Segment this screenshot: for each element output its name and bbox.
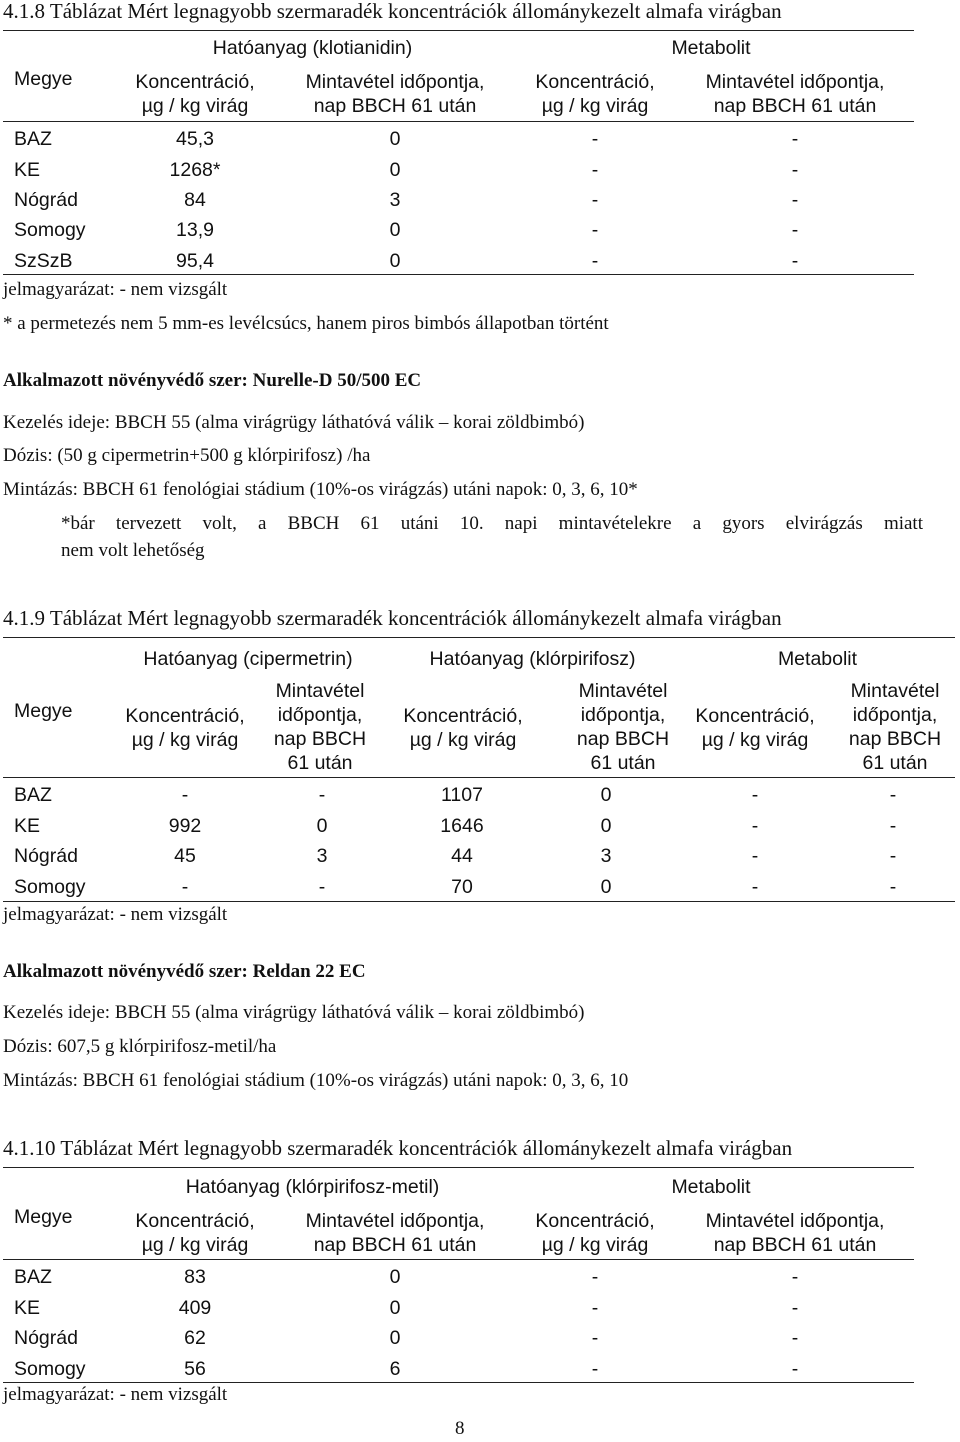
- row-klorpirifosz-konc: 1646: [440, 815, 484, 837]
- row-mint: 6: [389, 1358, 401, 1380]
- section3-dozis: Dózis: 607,5 g klórpirifosz-metil/ha: [3, 1036, 277, 1057]
- section2-note-line2: nem volt lehetőség: [61, 540, 205, 561]
- table2-header-konc-a: Koncentráció, µg / kg virág: [125, 705, 245, 751]
- row-mint: 0: [389, 250, 401, 272]
- row-metabolit-mint: -: [791, 219, 799, 241]
- row-megye: Nógrád: [14, 845, 78, 867]
- table2-header-mint-a: Mintavétel időpontja, nap BBCH 61 után: [273, 680, 367, 774]
- row-klorpirifosz-mint: 3: [600, 845, 612, 867]
- row-metabolit-konc: -: [591, 1358, 599, 1380]
- row-metabolit-mint: -: [791, 1358, 799, 1380]
- table1-group-active: Hatóanyag (klotianidin): [212, 37, 413, 59]
- page-number: 8: [455, 1418, 465, 1439]
- table3-legend: jelmagyarázat: - nem vizsgált: [3, 1384, 228, 1405]
- row-mint: 0: [389, 1327, 401, 1349]
- row-megye: Nógrád: [14, 189, 78, 211]
- row-konc: 45,3: [176, 128, 214, 150]
- row-metabolit-konc: -: [591, 1297, 599, 1319]
- row-metabolit-mint: -: [889, 784, 897, 806]
- row-metabolit-konc: -: [591, 1327, 599, 1349]
- table2-caption: 4.1.9 Táblázat Mért legnagyobb szermaradék koncentrációk állománykezelt almafa virágban: [3, 606, 782, 630]
- row-mint: 0: [389, 159, 401, 181]
- row-mint: 0: [389, 1297, 401, 1319]
- row-metabolit-mint: -: [791, 1297, 799, 1319]
- table2-header-mint-b: Mintavétel időpontja, nap BBCH 61 után: [576, 680, 670, 774]
- row-megye: BAZ: [14, 128, 52, 150]
- row-cipermetrin-mint: -: [318, 876, 326, 898]
- table3-bottom-rule: [3, 1382, 914, 1383]
- table2-header-megye: Megye: [14, 700, 73, 722]
- table1-header-mint: Mintavétel időpontja, nap BBCH 61 után: [305, 71, 485, 117]
- row-mint: 0: [389, 219, 401, 241]
- table1-header-konc: Koncentráció, µg / kg virág: [135, 71, 255, 117]
- row-cipermetrin-konc: -: [181, 784, 189, 806]
- table3-header-mint: Mintavétel időpontja, nap BBCH 61 után: [305, 1210, 485, 1256]
- table3-header-metabolit-konc: Koncentráció, µg / kg virág: [535, 1210, 655, 1256]
- row-metabolit-konc: -: [591, 219, 599, 241]
- row-cipermetrin-mint: 3: [316, 845, 328, 867]
- table3-header-metabolit-mint: Mintavétel időpontja, nap BBCH 61 után: [705, 1210, 885, 1256]
- section2-title: Alkalmazott növényvédő szer: Nurelle-D 50/500 EC: [3, 370, 422, 391]
- row-metabolit-konc: -: [591, 250, 599, 272]
- table1-caption: 4.1.8 Táblázat Mért legnagyobb szermaradék koncentrációk állománykezelt almafa virágban: [3, 0, 782, 23]
- row-mint: 3: [389, 189, 401, 211]
- row-konc: 409: [178, 1297, 212, 1319]
- table2-header-konc-b: Koncentráció, µg / kg virág: [403, 705, 523, 751]
- row-konc: 83: [184, 1266, 206, 1288]
- row-klorpirifosz-konc: 44: [451, 845, 473, 867]
- table3-group-metabolit: Metabolit: [671, 1176, 751, 1198]
- table2-header-mint-c: Mintavétel időpontja, nap BBCH 61 után: [848, 680, 942, 774]
- row-metabolit-mint: -: [889, 815, 897, 837]
- row-klorpirifosz-konc: 70: [451, 876, 473, 898]
- table3-caption: 4.1.10 Táblázat Mért legnagyobb szermaradék koncentrációk állománykezelt almafa virágban: [3, 1136, 793, 1160]
- table2-bottom-rule: [3, 901, 955, 902]
- row-megye: BAZ: [14, 1266, 52, 1288]
- row-metabolit-konc: -: [591, 189, 599, 211]
- row-cipermetrin-konc: -: [181, 876, 189, 898]
- row-metabolit-konc: -: [591, 128, 599, 150]
- row-megye: Somogy: [14, 1358, 86, 1380]
- section3-kezeles: Kezelés ideje: BBCH 55 (alma virágrügy láthatóvá válik – korai zöldbimbó): [3, 1002, 585, 1023]
- row-klorpirifosz-konc: 1107: [441, 784, 483, 806]
- table1-group-metabolit: Metabolit: [671, 37, 751, 59]
- table3-header-konc: Koncentráció, µg / kg virág: [135, 1210, 255, 1256]
- section2-kezeles: Kezelés ideje: BBCH 55 (alma virágrügy láthatóvá válik – korai zöldbimbó): [3, 412, 585, 433]
- table1-header-megye: Megye: [14, 68, 73, 90]
- row-metabolit-mint: -: [791, 250, 799, 272]
- table2-group-metabolit: Metabolit: [777, 648, 858, 670]
- section2-note-line1: *bár tervezett volt, a BBCH 61 utáni 10. napi mintavételekre a gyors elvirágzás miatt: [61, 513, 923, 534]
- row-konc: 1268*: [169, 159, 221, 181]
- row-metabolit-mint: -: [889, 845, 897, 867]
- row-megye: KE: [14, 1297, 41, 1319]
- row-konc: 13,9: [176, 219, 214, 241]
- table3-header-rule: [3, 1259, 914, 1260]
- row-klorpirifosz-mint: 0: [600, 876, 612, 898]
- table3-top-rule: [3, 1167, 914, 1168]
- table1-legend: jelmagyarázat: - nem vizsgált: [3, 279, 228, 300]
- table2-group-cipermetrin: Hatóanyag (cipermetrin): [143, 648, 353, 670]
- row-megye: KE: [14, 159, 41, 181]
- table2-top-rule: [3, 637, 955, 638]
- row-cipermetrin-konc: 45: [174, 845, 196, 867]
- table1-footnote: * a permetezés nem 5 mm-es levélcsúcs, hanem piros bimbós állapotban történt: [3, 313, 609, 334]
- row-metabolit-konc: -: [751, 784, 759, 806]
- table1-bottom-rule: [3, 274, 914, 275]
- row-metabolit-mint: -: [791, 159, 799, 181]
- table1-header-rule: [3, 121, 914, 122]
- table2-header-rule: [3, 777, 955, 778]
- row-megye: Somogy: [14, 219, 86, 241]
- row-konc: 62: [184, 1327, 206, 1349]
- row-megye: SzSzB: [14, 250, 73, 272]
- row-konc: 95,4: [176, 250, 214, 272]
- row-klorpirifosz-mint: 0: [600, 815, 612, 837]
- row-konc: 84: [184, 189, 206, 211]
- row-cipermetrin-mint: -: [318, 784, 326, 806]
- row-megye: Nógrád: [14, 1327, 78, 1349]
- table3-header-megye: Megye: [14, 1206, 73, 1228]
- row-metabolit-mint: -: [889, 876, 897, 898]
- row-metabolit-konc: -: [591, 159, 599, 181]
- section2-mintazas: Mintázás: BBCH 61 fenológiai stádium (10%-os virágzás) utáni napok: 0, 3, 6, 10*: [3, 479, 638, 500]
- row-metabolit-mint: -: [791, 189, 799, 211]
- section3-mintazas: Mintázás: BBCH 61 fenológiai stádium (10%-os virágzás) utáni napok: 0, 3, 6, 10: [3, 1070, 629, 1091]
- table2-legend: jelmagyarázat: - nem vizsgált: [3, 904, 228, 925]
- row-metabolit-konc: -: [751, 876, 759, 898]
- table3-group-active: Hatóanyag (klórpirifosz-metil): [185, 1176, 440, 1198]
- row-metabolit-konc: -: [751, 815, 759, 837]
- row-cipermetrin-konc: 992: [168, 815, 202, 837]
- table1-header-metabolit-konc: Koncentráció, µg / kg virág: [535, 71, 655, 117]
- row-megye: BAZ: [14, 784, 52, 806]
- row-metabolit-mint: -: [791, 128, 799, 150]
- row-megye: Somogy: [14, 876, 86, 898]
- row-metabolit-konc: -: [591, 1266, 599, 1288]
- table2-group-klorpirifosz: Hatóanyag (klórpirifosz): [429, 648, 636, 670]
- row-mint: 0: [389, 1266, 401, 1288]
- row-megye: KE: [14, 815, 41, 837]
- table2-header-konc-c: Koncentráció, µg / kg virág: [695, 705, 815, 751]
- row-klorpirifosz-mint: 0: [600, 784, 612, 806]
- row-metabolit-mint: -: [791, 1327, 799, 1349]
- row-metabolit-konc: -: [751, 845, 759, 867]
- row-konc: 56: [184, 1358, 206, 1380]
- table1-header-metabolit-mint: Mintavétel időpontja, nap BBCH 61 után: [705, 71, 885, 117]
- table1-top-rule: [3, 30, 914, 31]
- row-metabolit-mint: -: [791, 1266, 799, 1288]
- row-mint: 0: [389, 128, 401, 150]
- row-cipermetrin-mint: 0: [316, 815, 328, 837]
- section2-dozis: Dózis: (50 g cipermetrin+500 g klórpirifosz) /ha: [3, 445, 371, 466]
- section3-title: Alkalmazott növényvédő szer: Reldan 22 EC: [3, 961, 366, 982]
